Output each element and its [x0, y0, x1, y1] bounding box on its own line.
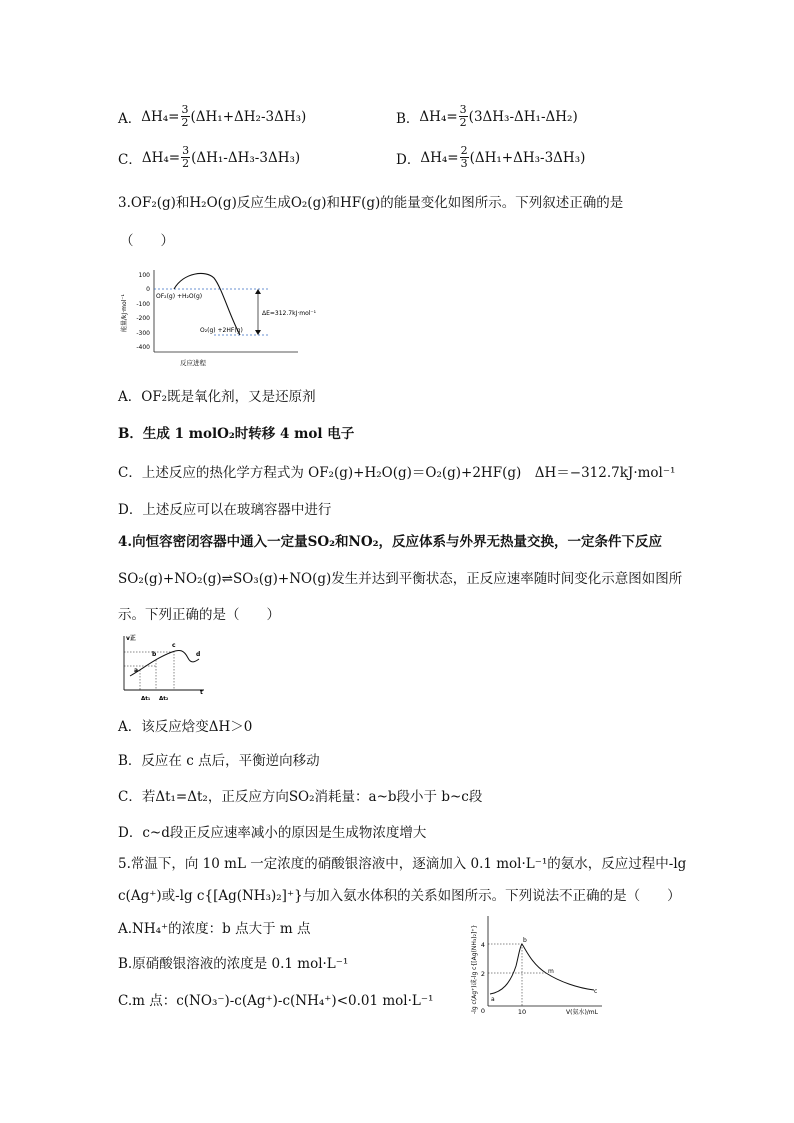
arrow-head-down [255, 330, 261, 335]
fraction [459, 104, 468, 129]
y-tick-label: -200 [136, 315, 150, 322]
y-tick-label: 2 [480, 970, 485, 978]
y-axis-title: -lg c(Ag⁺)或-lg c{[Ag(NH₃)₂]⁺} [471, 924, 478, 1014]
q2-option-d[interactable] [396, 145, 585, 170]
formula-lhs: ΔH₄= [141, 108, 180, 125]
formula-lhs: ΔH₄= [419, 108, 458, 125]
y-axis-title: v正 [126, 635, 136, 642]
point-m-label: m [548, 968, 554, 975]
fraction [181, 145, 190, 170]
option-label: C． [118, 151, 142, 168]
q5-option-c[interactable]: C.m 点：c(NO₃⁻)-c(Ag⁺)-c(NH₄⁺)<0.01 mol·L⁻¹ [118, 993, 434, 1009]
q5-stem-line-2: c(Ag⁺)或-lg c{[Ag(NH₃)₂]⁺}与加入氨水体积的关系如图所示。下列说法不正确的是（ ） [118, 888, 681, 904]
fraction [181, 104, 190, 129]
q3-option-d[interactable]: D．上述反应可以在玻璃容器中进行 [118, 502, 332, 518]
y-tick-label: -100 [136, 301, 150, 308]
point-a-label: a [134, 667, 139, 674]
energy-curve [174, 273, 240, 335]
x-axis-title: V(氨水)/mL [566, 1009, 598, 1016]
delta-e-label: ΔE=312.7kJ·mol⁻¹ [262, 310, 317, 317]
point-c-label: c [594, 988, 598, 995]
denominator: 2 [182, 157, 190, 170]
y-axis-title: 能量/kJ·mol⁻¹ [121, 294, 128, 332]
q4-option-b[interactable]: B．反应在 c 点后，平衡逆向移动 [118, 753, 320, 769]
numerator: 2 [460, 144, 468, 157]
q3-option-b[interactable]: B．生成 1 molO₂时转移 4 mol 电子 [118, 426, 355, 442]
q4-option-a[interactable]: A．该反应焓变ΔH＞0 [118, 719, 253, 735]
point-c-label: c [172, 642, 176, 649]
point-b-label: b [523, 937, 527, 944]
point-a-label: a [491, 996, 495, 1003]
rate-curve [130, 650, 199, 676]
q4-option-c[interactable]: C．若Δt₁=Δt₂，正反应方向SO₂消耗量：a~b段小于 b~c段 [118, 789, 483, 805]
q3-answer-paren: （ ） [120, 233, 174, 249]
q3-option-a[interactable]: A．OF₂既是氧化剂，又是还原剂 [118, 389, 316, 405]
arrow-head-up [255, 289, 261, 294]
formula-lhs: ΔH₄= [420, 149, 459, 166]
q3-energy-diagram [118, 262, 328, 372]
q3-option-c[interactable]: C．上述反应的热化学方程式为 OF₂(g)+H₂O(g)＝O₂(g)+2HF(g) ΔH＝−312.7kJ·mol⁻¹ [118, 465, 676, 481]
denominator: 2 [459, 116, 467, 129]
x-origin-label: 0 [480, 1007, 485, 1015]
formula-rhs: (ΔH₁-ΔH₃-3ΔH₃) [191, 149, 301, 166]
x-axis-title: t [200, 689, 203, 696]
q4-rate-diagram [116, 632, 212, 704]
q3-stem: 3.OF₂(g)和H₂O(g)反应生成O₂(g)和HF(g)的能量变化如图所示。下列叙述正确的是 [118, 195, 624, 211]
formula-lhs: ΔH₄= [141, 149, 181, 166]
q4-stem-line-1: 4.向恒容密闭容器中通入一定量SO₂和NO₂，反应体系与外界无热量交换，一定条件下反应 [118, 534, 663, 550]
option-label: A． [118, 110, 142, 127]
numerator: 3 [459, 103, 467, 116]
q4-stem-line-2: SO₂(g)+NO₂(g)⇌SO₃(g)+NO(g)发生并达到平衡状态，正反应速率随时间变化示意图如图所 [118, 571, 683, 587]
y-tick-label: 4 [480, 941, 485, 949]
formula-rhs: (3ΔH₃-ΔH₁-ΔH₂) [468, 108, 578, 125]
q5-titration-diagram [462, 910, 612, 1020]
delta-t2-label: Δt₂ [159, 696, 169, 702]
q4-stem-line-3: 示。下列正确的是（ ） [118, 607, 280, 623]
reactants-label: OF₂(g) +H₂O(g) [156, 293, 203, 300]
q5-option-b[interactable]: B.原硝酸银溶液的浓度是 0.1 mol·L⁻¹ [118, 956, 349, 972]
formula-rhs: (ΔH₁+ΔH₃-3ΔH₃) [469, 149, 586, 166]
point-b-label: b [152, 651, 157, 658]
q2-option-a[interactable] [118, 104, 306, 129]
y-tick-label: -300 [136, 330, 150, 337]
numerator: 3 [182, 144, 190, 157]
denominator: 3 [460, 157, 468, 170]
option-label: D． [396, 151, 421, 168]
denominator: 2 [181, 116, 189, 129]
delta-t1-label: Δt₁ [141, 696, 151, 702]
q5-stem-line-1: 5.常温下，向 10 mL 一定浓度的硝酸银溶液中，逐滴加入 0.1 mol·L⁻¹的氨水，反应过程中-lg [118, 856, 687, 872]
x-tick-label: 10 [517, 1008, 527, 1016]
formula-rhs: (ΔH₁+ΔH₂-3ΔH₃) [190, 108, 307, 125]
y-tick-label: 0 [146, 286, 150, 293]
titration-curve [490, 944, 594, 994]
numerator: 3 [181, 103, 189, 116]
q5-option-a[interactable]: A.NH₄⁺的浓度：b 点大于 m 点 [118, 921, 311, 937]
fraction [460, 145, 469, 170]
products-label: O₂(g) +2HF(g) [200, 327, 243, 334]
y-tick-label: 100 [138, 272, 150, 279]
q2-option-c[interactable] [118, 145, 300, 170]
q4-option-d[interactable]: D．c~d段正反应速率减小的原因是生成物浓度增大 [118, 825, 427, 841]
y-tick-label: -400 [136, 344, 150, 351]
option-label: B． [396, 110, 420, 127]
point-d-label: d [196, 651, 201, 658]
q2-option-b[interactable] [396, 104, 578, 129]
x-axis-title: 反应进程 [180, 359, 206, 367]
